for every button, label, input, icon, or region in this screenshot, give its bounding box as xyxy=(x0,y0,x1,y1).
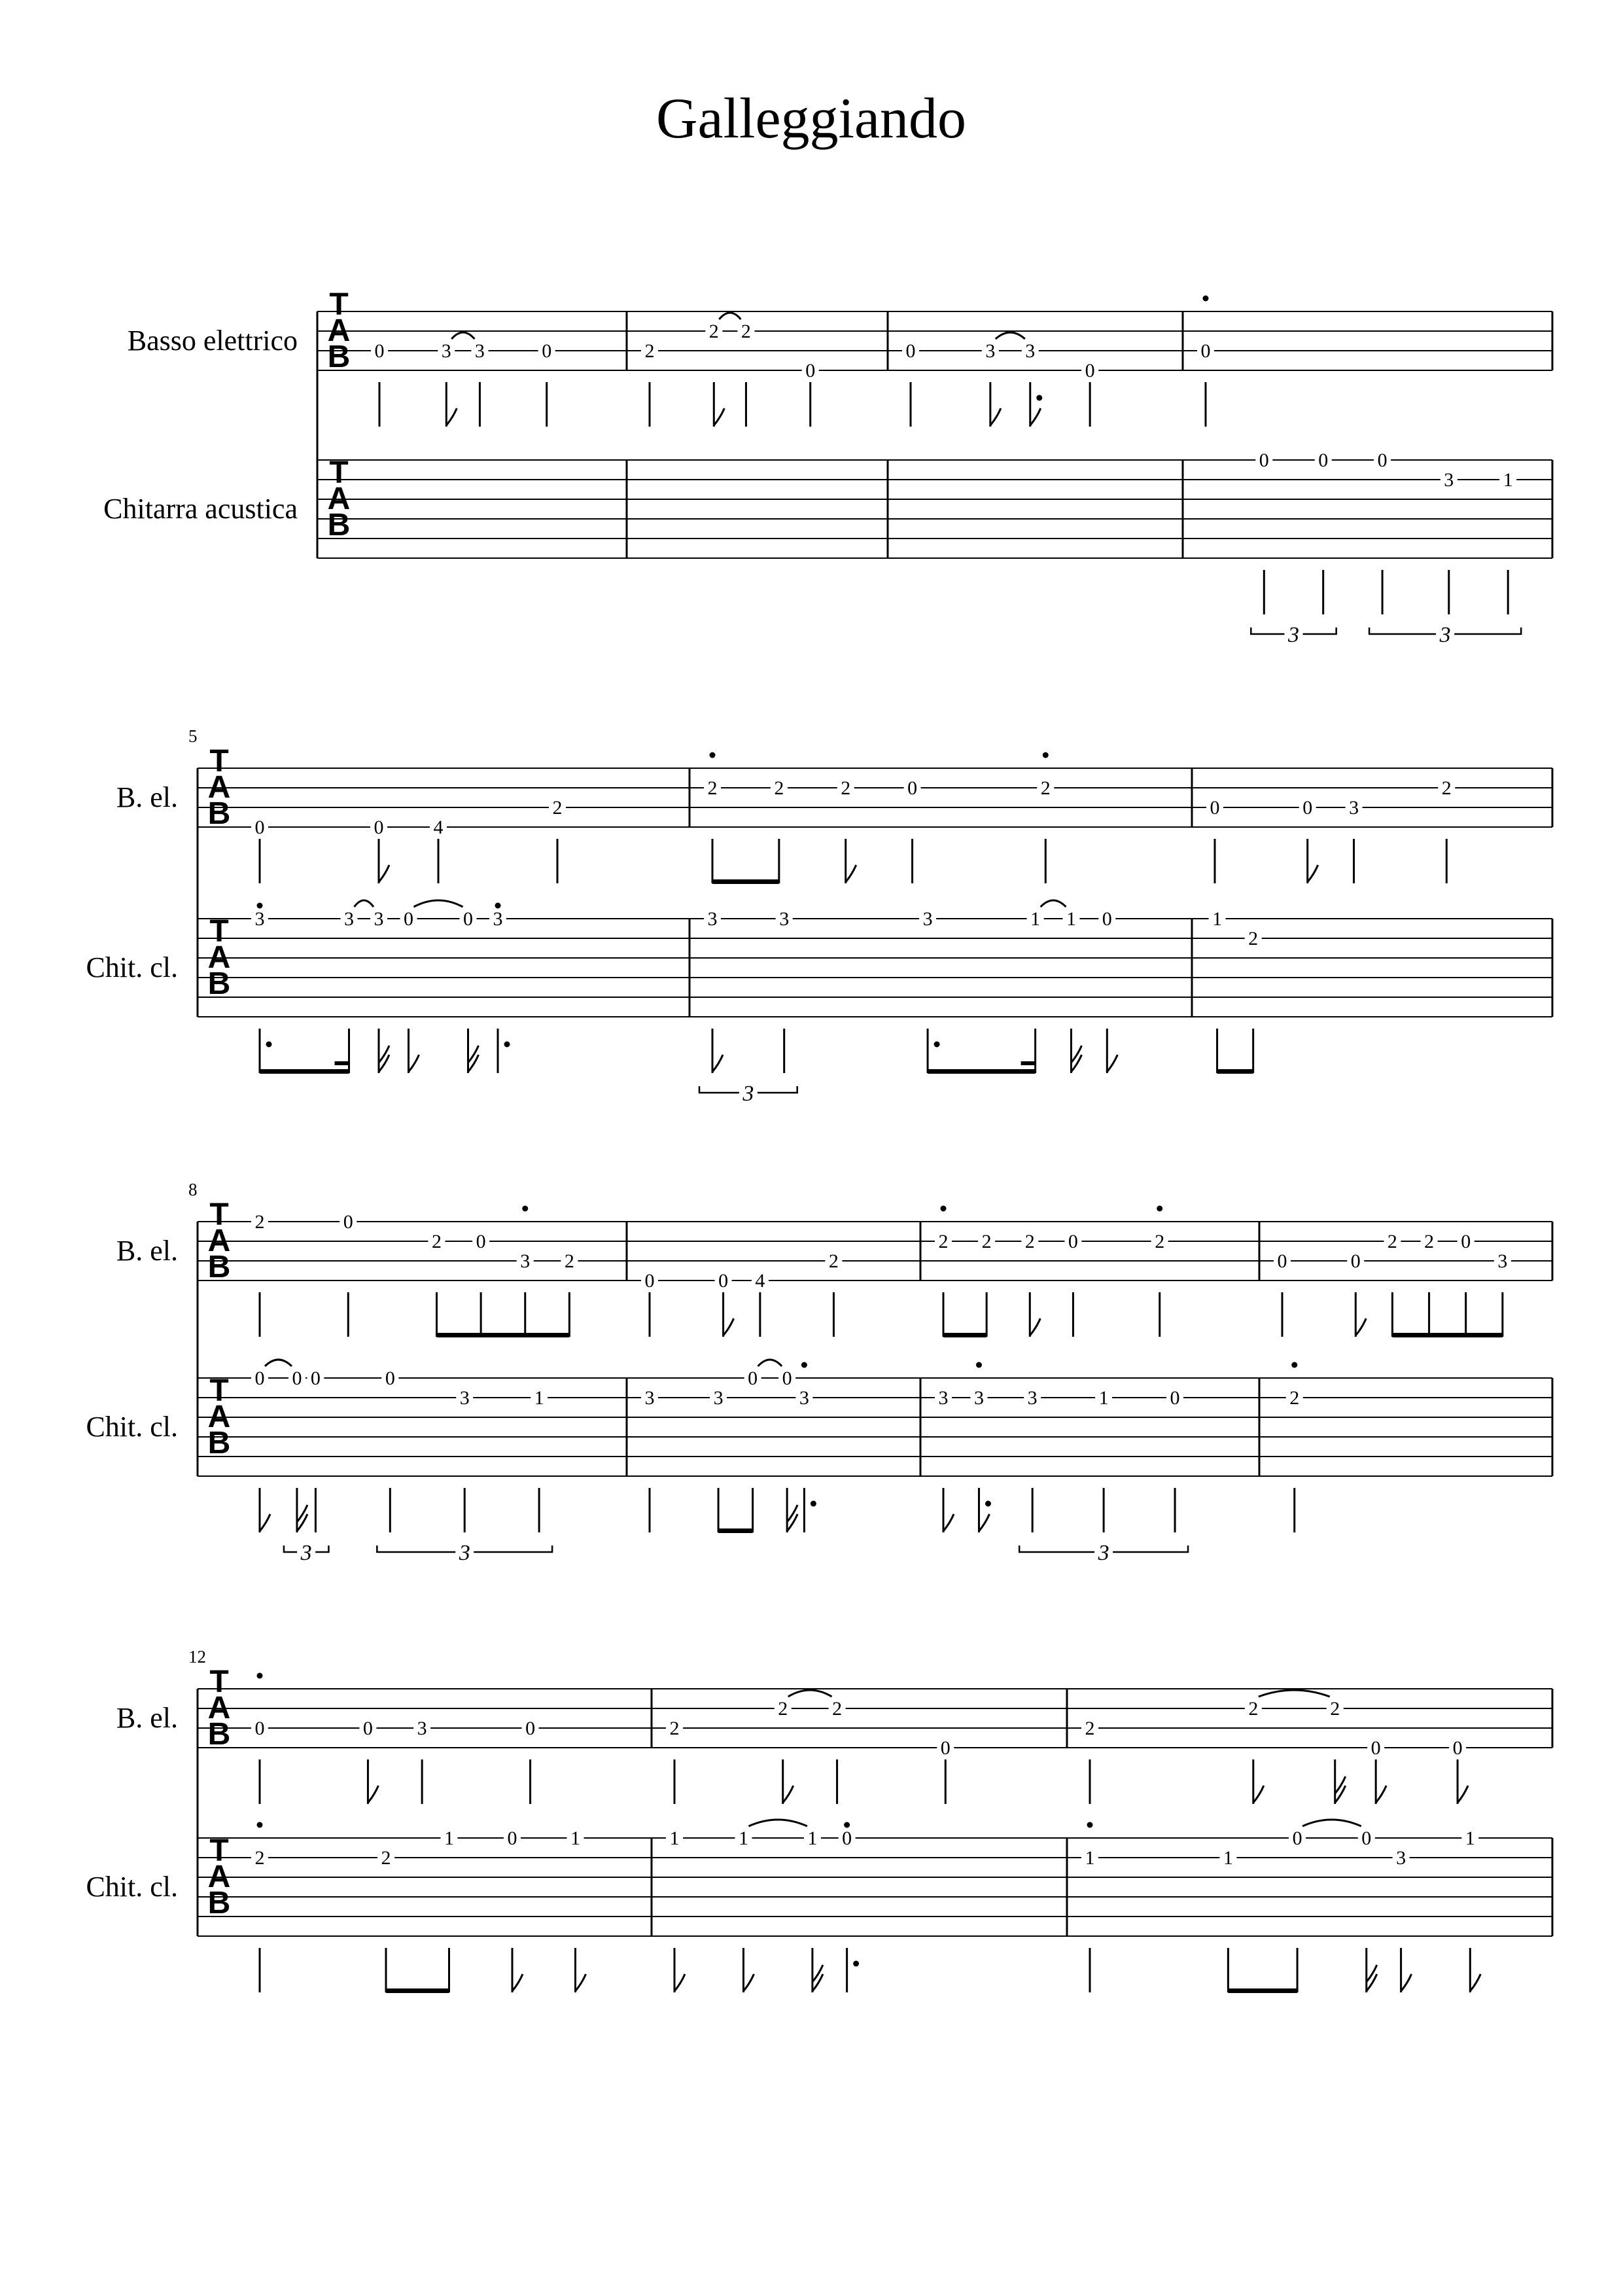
fret-number: 3 xyxy=(713,1387,724,1409)
tie-arc xyxy=(748,1820,807,1826)
tab-clef-letter: B xyxy=(207,1426,231,1460)
instrument-label: Chit. cl. xyxy=(86,951,178,983)
fret-number: 0 xyxy=(1085,360,1095,381)
tab-clef-letter: B xyxy=(207,1717,231,1752)
note-flag xyxy=(787,1514,797,1531)
fret-number: 0 xyxy=(1170,1387,1180,1409)
tie-arc xyxy=(1302,1820,1361,1826)
staccato-dot xyxy=(495,903,501,909)
fret-number: 0 xyxy=(644,1270,655,1292)
tab-clef-letter: T xyxy=(209,1665,229,1699)
staccato-dot xyxy=(257,903,263,909)
note-flag xyxy=(468,1055,479,1072)
fret-number: 4 xyxy=(755,1270,765,1292)
instrument-label: Chitarra acustica xyxy=(103,493,298,525)
staccato-dot xyxy=(1203,296,1209,302)
fret-number: 2 xyxy=(1248,928,1259,949)
instrument-label: B. el. xyxy=(116,1702,178,1734)
note-flag xyxy=(712,1055,723,1072)
tie-arc xyxy=(414,900,463,907)
duration-dot xyxy=(934,1042,940,1048)
tie-arc xyxy=(996,332,1025,339)
duration-dot xyxy=(504,1042,510,1048)
staccato-dot xyxy=(522,1206,528,1212)
tab-clef-letter: A xyxy=(327,482,351,516)
fret-number: 3 xyxy=(985,340,996,362)
fret-number: 3 xyxy=(707,908,718,930)
fret-number: 2 xyxy=(938,1231,949,1252)
fret-number: 2 xyxy=(1330,1698,1340,1720)
tie-arc xyxy=(451,332,474,339)
systems xyxy=(86,287,1552,1993)
note-flag xyxy=(409,1055,419,1072)
system xyxy=(86,1180,1552,1565)
note-beam xyxy=(1217,1069,1253,1074)
fret-number: 2 xyxy=(1424,1231,1435,1252)
fret-number: 0 xyxy=(374,817,384,838)
duration-dot xyxy=(811,1501,816,1507)
note-flag xyxy=(1367,1974,1377,1991)
fret-number: 2 xyxy=(381,1847,391,1869)
fret-number: 0 xyxy=(718,1270,729,1292)
fret-number: 2 xyxy=(1024,1231,1035,1252)
fret-number: 3 xyxy=(938,1387,949,1409)
tab-clef-letter: T xyxy=(209,1373,229,1408)
tie-arc xyxy=(719,313,741,319)
instrument-label: B. el. xyxy=(116,1235,178,1267)
fret-number: 0 xyxy=(507,1828,517,1849)
tab-clef-letter: A xyxy=(207,770,231,805)
fret-number: 1 xyxy=(669,1828,680,1849)
tab-clef-letter: T xyxy=(209,914,229,949)
note-flag xyxy=(1107,1055,1117,1072)
measure-number: 8 xyxy=(188,1180,198,1199)
fret-number: 3 xyxy=(344,908,354,930)
note-flag xyxy=(1355,1318,1366,1335)
fret-number: 2 xyxy=(432,1231,442,1252)
note-flag xyxy=(379,1055,389,1072)
fret-number: 0 xyxy=(905,340,916,362)
fret-number: 3 xyxy=(1444,469,1454,491)
note-flag xyxy=(979,1514,989,1531)
note-flag xyxy=(1470,1974,1480,1991)
fret-number: 2 xyxy=(644,340,655,362)
note-flag xyxy=(674,1974,685,1991)
fret-number: 1 xyxy=(444,1828,454,1849)
bass-tab-staff xyxy=(116,1197,1552,1337)
note-flag xyxy=(783,1786,794,1803)
fret-number: 0 xyxy=(1350,1250,1361,1272)
tab-clef-letter: A xyxy=(207,1224,231,1258)
fret-number: 2 xyxy=(564,1250,574,1272)
fret-number: 2 xyxy=(774,777,784,799)
note-flag xyxy=(1335,1786,1346,1803)
fret-number: 2 xyxy=(832,1698,843,1720)
tuplet-number: 3 xyxy=(1288,623,1299,647)
staccato-dot xyxy=(1157,1206,1162,1212)
fret-number: 0 xyxy=(343,1211,353,1233)
staccato-dot xyxy=(1043,752,1049,758)
instrument-label: Chit. cl. xyxy=(86,1411,178,1443)
note-flag xyxy=(1030,408,1041,425)
fret-number: 2 xyxy=(254,1211,265,1233)
fret-number: 1 xyxy=(738,1828,748,1849)
tie-arc xyxy=(758,1360,782,1366)
fret-number: 3 xyxy=(441,340,451,362)
fret-number: 0 xyxy=(404,908,413,930)
bass-tab-staff xyxy=(116,744,1552,884)
tab-clef-letter: T xyxy=(329,287,349,322)
fret-number: 3 xyxy=(520,1250,531,1272)
tab-clef-letter: B xyxy=(207,796,231,831)
note-beam xyxy=(718,1528,753,1533)
fret-number: 0 xyxy=(1259,450,1269,471)
fret-number: 0 xyxy=(385,1368,395,1389)
fret-number: 0 xyxy=(907,777,918,799)
note-beam xyxy=(712,879,779,884)
note-flag xyxy=(297,1514,307,1531)
score-title: Galleggiando xyxy=(655,87,967,150)
tuplet-number: 3 xyxy=(1098,1541,1109,1565)
fret-number: 0 xyxy=(1461,1231,1471,1252)
tab-clef-letter: A xyxy=(327,313,351,348)
fret-number: 0 xyxy=(1292,1828,1302,1849)
note-flag xyxy=(812,1974,823,1991)
tab-clef-letter: B xyxy=(207,966,231,1001)
tie-arc xyxy=(265,1360,292,1366)
fret-number: 1 xyxy=(1085,1847,1095,1869)
fret-number: 0 xyxy=(374,340,385,362)
fret-number: 0 xyxy=(1068,1231,1078,1252)
measure-number: 12 xyxy=(188,1647,206,1667)
tuplet-number: 3 xyxy=(742,1082,754,1106)
instrument-label: B. el. xyxy=(116,781,178,813)
staccato-dot xyxy=(976,1362,982,1368)
guitar-tab-staff xyxy=(86,900,1552,1106)
fret-number: 2 xyxy=(1248,1698,1259,1720)
staccato-dot xyxy=(257,1822,263,1828)
tab-clef-letter: T xyxy=(209,1833,229,1868)
fret-number: 2 xyxy=(1387,1231,1397,1252)
staccato-dot xyxy=(710,752,716,758)
fret-number: 1 xyxy=(1030,908,1041,930)
fret-number: 2 xyxy=(828,1250,839,1272)
guitar-tab-staff xyxy=(86,1820,1552,1993)
duration-dot xyxy=(853,1961,859,1967)
fret-number: 3 xyxy=(374,908,384,930)
fret-number: 0 xyxy=(254,817,265,838)
bass-tab-staff xyxy=(116,1665,1552,1804)
tie-arc xyxy=(788,1690,832,1697)
fret-number: 0 xyxy=(805,360,816,381)
note-beam xyxy=(928,1069,1036,1074)
fret-number: 3 xyxy=(254,908,265,930)
fret-number: 3 xyxy=(1349,797,1359,819)
fret-number: 0 xyxy=(1210,797,1220,819)
staccato-dot xyxy=(801,1362,807,1368)
fret-number: 0 xyxy=(1200,340,1211,362)
fret-number: 1 xyxy=(1098,1387,1109,1409)
fret-number: 0 xyxy=(310,1368,321,1389)
note-beam xyxy=(943,1333,986,1337)
fret-number: 2 xyxy=(707,777,718,799)
fret-number: 2 xyxy=(778,1698,788,1720)
fret-number: 0 xyxy=(1277,1250,1287,1272)
fret-number: 0 xyxy=(362,1718,373,1739)
fret-number: 2 xyxy=(841,777,851,799)
fret-number: 0 xyxy=(1318,450,1329,471)
note-flag xyxy=(743,1974,754,1991)
fret-number: 0 xyxy=(842,1828,852,1849)
duration-dot xyxy=(985,1501,991,1507)
fret-number: 2 xyxy=(741,321,751,342)
fret-number: 1 xyxy=(807,1828,818,1849)
fret-number: 0 xyxy=(1370,1737,1381,1759)
fret-number: 3 xyxy=(474,340,485,362)
fret-number: 2 xyxy=(254,1847,265,1869)
fret-number: 2 xyxy=(1155,1231,1165,1252)
fret-number: 3 xyxy=(493,908,503,930)
fret-number: 0 xyxy=(1302,797,1313,819)
fret-number: 0 xyxy=(1377,450,1387,471)
staccato-dot xyxy=(1087,1822,1093,1828)
tab-clef-letter: A xyxy=(207,940,231,975)
note-flag xyxy=(1071,1055,1081,1072)
fret-number: 3 xyxy=(459,1387,470,1409)
tab-clef-letter: A xyxy=(207,1400,231,1434)
tab-clef-letter: T xyxy=(209,744,229,779)
fret-number: 2 xyxy=(1289,1387,1300,1409)
instrument-label: Basso elettrico xyxy=(127,325,298,357)
note-flag xyxy=(260,1514,270,1531)
duration-dot xyxy=(266,1042,272,1048)
note-beam-secondary xyxy=(1021,1061,1036,1065)
fret-number: 1 xyxy=(570,1828,580,1849)
tab-clef-letter: B xyxy=(327,508,351,542)
fret-number: 0 xyxy=(782,1368,792,1389)
fret-number: 1 xyxy=(1212,908,1223,930)
fret-number: 1 xyxy=(1066,908,1076,930)
fret-number: 2 xyxy=(1085,1718,1095,1739)
note-beam-secondary xyxy=(335,1061,349,1065)
fret-number: 1 xyxy=(1223,1847,1233,1869)
fret-number: 0 xyxy=(542,340,552,362)
note-flag xyxy=(512,1974,523,1991)
fret-number: 3 xyxy=(973,1387,984,1409)
fret-number: 2 xyxy=(708,321,719,342)
fret-number: 0 xyxy=(463,908,473,930)
fret-number: 0 xyxy=(254,1368,265,1389)
note-flag xyxy=(368,1786,378,1803)
fret-number: 2 xyxy=(1040,777,1051,799)
staccato-dot xyxy=(941,1206,947,1212)
tuplet-number: 3 xyxy=(459,1541,470,1565)
fret-number: 0 xyxy=(1102,908,1112,930)
note-flag xyxy=(1457,1786,1468,1803)
tab-clef-letter: B xyxy=(207,1250,231,1284)
fret-number: 0 xyxy=(748,1368,758,1389)
fret-number: 3 xyxy=(922,908,933,930)
note-beam xyxy=(260,1069,349,1074)
fret-number: 2 xyxy=(981,1231,992,1252)
fret-number: 4 xyxy=(433,817,444,838)
fret-number: 3 xyxy=(779,908,790,930)
fret-number: 3 xyxy=(1027,1387,1038,1409)
note-beam xyxy=(437,1333,570,1337)
fret-number: 0 xyxy=(940,1737,951,1759)
system xyxy=(86,726,1552,1106)
note-beam xyxy=(1228,1988,1297,1993)
system xyxy=(86,1647,1552,1993)
tie-arc xyxy=(1041,900,1066,907)
bass-tab-staff xyxy=(128,287,1552,427)
note-flag xyxy=(576,1974,586,1991)
note-flag xyxy=(1030,1318,1040,1335)
system xyxy=(103,287,1552,647)
note-beam xyxy=(1392,1333,1502,1337)
note-flag xyxy=(446,408,457,425)
fret-number: 0 xyxy=(292,1368,302,1389)
fret-number: 0 xyxy=(476,1231,486,1252)
fret-number: 3 xyxy=(1396,1847,1406,1869)
note-flag xyxy=(1401,1974,1412,1991)
fret-number: 2 xyxy=(1441,777,1452,799)
note-beam xyxy=(386,1988,449,1993)
fret-number: 3 xyxy=(1497,1250,1508,1272)
note-flag xyxy=(714,408,724,425)
fret-number: 2 xyxy=(552,797,563,819)
tab-clef-letter: T xyxy=(329,455,349,490)
tab-clef-letter: A xyxy=(207,1691,231,1725)
staccato-dot xyxy=(257,1673,263,1679)
note-flag xyxy=(379,865,389,882)
note-flag xyxy=(1308,865,1318,882)
tuplet-number: 3 xyxy=(1439,623,1451,647)
fret-number: 1 xyxy=(534,1387,544,1409)
instrument-label: Chit. cl. xyxy=(86,1871,178,1903)
fret-number: 3 xyxy=(799,1387,809,1409)
tie-arc xyxy=(355,900,374,907)
tab-clef-letter: A xyxy=(207,1860,231,1894)
fret-number: 0 xyxy=(1452,1737,1463,1759)
tuplet-number: 3 xyxy=(300,1541,312,1565)
fret-number: 0 xyxy=(1361,1828,1372,1849)
note-flag xyxy=(990,408,1001,425)
tab-clef-letter: B xyxy=(327,340,351,374)
note-flag xyxy=(724,1318,734,1335)
fret-number: 3 xyxy=(417,1718,427,1739)
fret-number: 3 xyxy=(1025,340,1036,362)
note-flag xyxy=(943,1514,954,1531)
fret-number: 0 xyxy=(525,1718,536,1739)
staccato-dot xyxy=(1291,1362,1297,1368)
measure-number: 5 xyxy=(188,726,198,746)
fret-number: 0 xyxy=(254,1718,265,1739)
fret-number: 1 xyxy=(1503,469,1513,491)
tab-clef-letter: T xyxy=(209,1197,229,1232)
guitar-tab-staff xyxy=(86,1360,1552,1565)
note-flag xyxy=(1253,1786,1264,1803)
staccato-dot xyxy=(844,1822,850,1828)
fret-number: 1 xyxy=(1465,1828,1475,1849)
fret-number: 2 xyxy=(669,1718,680,1739)
tab-clef-letter: B xyxy=(207,1886,231,1920)
tie-arc xyxy=(1259,1690,1330,1697)
duration-dot xyxy=(1036,395,1042,401)
fret-number: 3 xyxy=(644,1387,655,1409)
note-flag xyxy=(1376,1786,1386,1803)
note-flag xyxy=(846,865,856,882)
guitar-tab-staff xyxy=(103,450,1552,647)
